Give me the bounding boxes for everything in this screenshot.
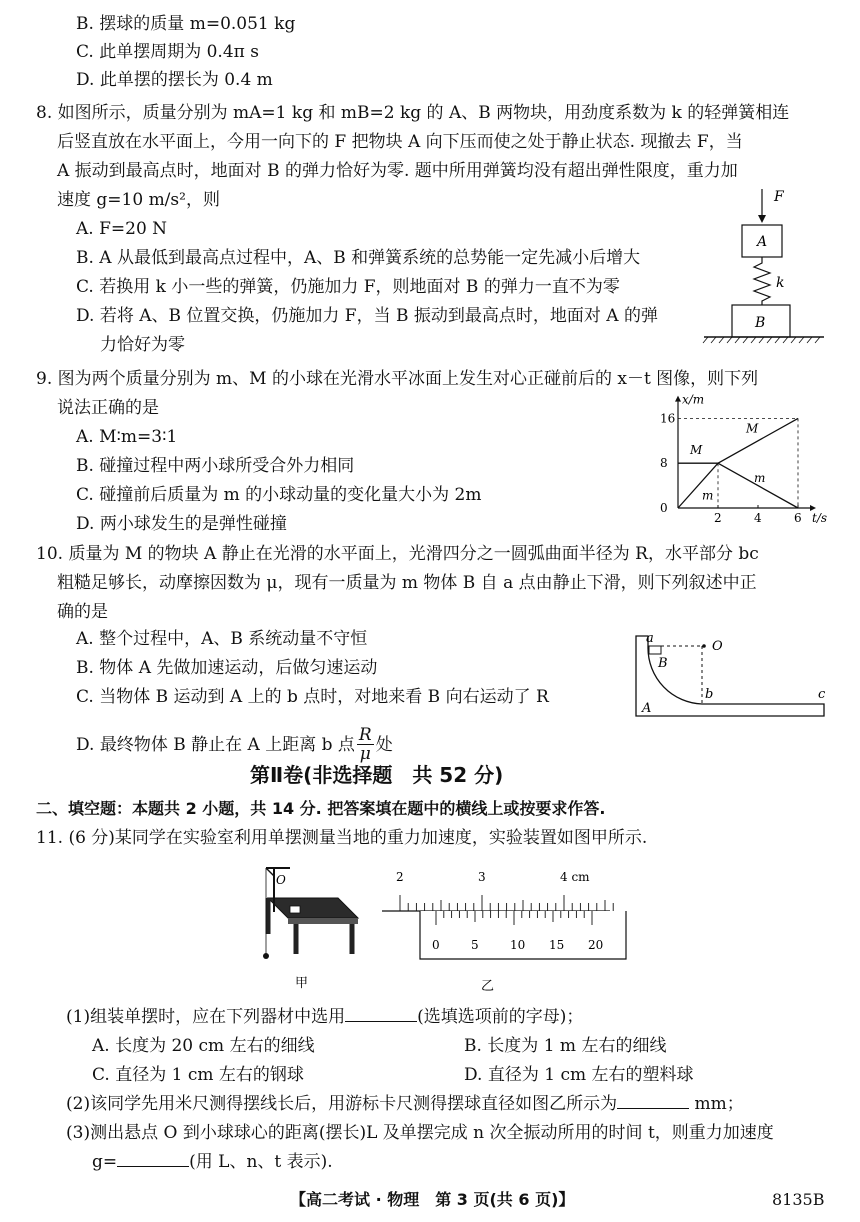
x-tick-label: 2 <box>714 511 722 525</box>
q10-option-a: A. 整个过程中，A、B 系统动量不守恒 <box>76 629 368 649</box>
vernier-label: 0 <box>432 938 440 952</box>
pendulum-apparatus-figure <box>246 862 366 992</box>
q7-option-d: D. 此单摆的摆长为 0.4 m <box>76 70 273 90</box>
y-tick-label: 0 <box>660 501 668 515</box>
q7-option-c: C. 此单摆周期为 0.4π s <box>76 42 259 62</box>
q10-fig-label-c: c <box>818 687 826 702</box>
y-axis-arrow <box>675 396 681 402</box>
q9-option-d: D. 两小球发生的是弹性碰撞 <box>76 514 287 534</box>
figure-yi-label: 乙 <box>481 979 495 994</box>
x-tick-label: 4 <box>754 511 762 525</box>
series-label-M-left: M <box>690 443 703 458</box>
main-scale-label: 4 cm <box>560 870 590 884</box>
y-tick-label: 8 <box>660 456 668 471</box>
q8-option-c: C. 若换用 k 小一些的弹簧，仍施加力 F，则地面对 B 的弹力一直不为零 <box>76 277 620 297</box>
q10-fig-label-a: a <box>646 631 654 646</box>
q10-stem-line-3: 确的是 <box>57 602 108 622</box>
q10-fraction <box>357 726 374 763</box>
answer-blank-3[interactable] <box>117 1150 189 1167</box>
x-axis-label: t/s <box>812 511 828 525</box>
q11-part-3-tail: (用 L、n、t 表示). <box>189 1152 333 1172</box>
exam-code: 8135B <box>772 1190 825 1209</box>
figure-jia-label: 甲 <box>295 976 309 991</box>
vernier-caliper-figure <box>378 865 618 995</box>
q11-option-a: A. 长度为 20 cm 左右的细线 <box>92 1036 315 1056</box>
q8-stem-line-1: 8. 如图所示，质量分别为 mA=1 kg 和 mB=2 kg 的 A、B 两物块，用劲度系数为 k 的轻弹簧相连 <box>36 103 790 123</box>
q11-part-1-text: (1)组装单摆时，应在下列器材中选用 <box>66 1007 346 1027</box>
series-label-M: M <box>746 421 759 436</box>
q11-part-3: (3)测出悬点 O 到小球球心的距离(摆长)L 及单摆完成 n 次全振动所用的时间 t，则重力加速度 <box>66 1123 774 1143</box>
q11-part-1 <box>66 1005 583 1029</box>
q10-option-d-tail: 处 <box>375 734 393 755</box>
q8-option-b: B. A 从最低到最高点过程中，A、B 和弹簧系统的总势能一定先减小后增大 <box>76 248 641 268</box>
q10-option-c: C. 当物体 B 运动到 A 上的 b 点时，对地来看 B 向右运动了 R <box>76 687 549 707</box>
q9-option-a: A. M∶m=3∶1 <box>76 427 178 447</box>
q9-stem-line-2: 说法正确的是 <box>57 398 159 418</box>
vernier-label: 15 <box>549 938 565 952</box>
q8-spring-figure <box>700 185 830 345</box>
y-axis-label: x/m <box>682 392 705 407</box>
q11-stem: 11. (6 分)某同学在实验室利用单摆测量当地的重力加速度，实验装置如图甲所示. <box>36 828 648 848</box>
q8-stem-line-2: 后竖直放在水平面上，今用一向下的 F 把物块 A 向下压而使之处于静止状态. 现撤去 F，当 <box>57 132 743 152</box>
main-scale-label: 2 <box>396 870 404 884</box>
answer-blank-1[interactable] <box>345 1005 417 1022</box>
q10-fig-label-o: O <box>712 639 723 654</box>
xt-graph <box>652 392 832 528</box>
q10-fraction-den: μ <box>359 744 371 764</box>
series-label-m: m <box>702 488 714 503</box>
q11-part-1-tail: (选填选项前的字母)； <box>417 1007 584 1027</box>
vernier-label: 5 <box>471 938 479 952</box>
q11-option-c: C. 直径为 1 cm 左右的钢球 <box>92 1065 304 1085</box>
y-tick-label: 16 <box>660 411 676 426</box>
q10-stem-line-2: 粗糙足够长，动摩擦因数为 μ，现有一质量为 m 物体 B 自 a 点由静止下滑，则下列叙述中正 <box>57 573 757 593</box>
vernier-label: 20 <box>588 938 604 952</box>
q8-fig-label-a: A <box>757 234 768 250</box>
vernier-label: 10 <box>510 938 526 952</box>
x-tick-label: 6 <box>794 511 802 525</box>
q8-fig-label-k: k <box>776 275 785 291</box>
answer-blank-2[interactable] <box>617 1092 689 1109</box>
q11-part-2-text: (2)该同学先用米尺测得摆线长后，用游标卡尺测得摆球直径如图乙所示为 <box>66 1094 618 1114</box>
q8-option-d: D. 若将 A、B 位置交换，仍施加力 F，当 B 振动到最高点时，地面对 A 的弹 <box>76 306 658 326</box>
series-label-m-2: m <box>754 471 766 486</box>
section-title: 第Ⅱ卷(非选择题 共 52 分) <box>250 763 504 787</box>
q7-option-b: B. 摆球的质量 m=0.051 kg <box>76 14 296 34</box>
q10-fraction-num: R <box>358 725 372 745</box>
q9-option-c: C. 碰撞前后质量为 m 的小球动量的变化量大小为 2m <box>76 485 482 505</box>
q9-stem-line-1: 9. 图为两个质量分别为 m、M 的小球在光滑水平冰面上发生对心正碰前后的 x－t 图像，则下列 <box>36 369 759 389</box>
q8-option-d-cont: 力恰好为零 <box>100 335 185 355</box>
q10-option-b: B. 物体 A 先做加速运动，后做匀速运动 <box>76 658 378 678</box>
part2-title: 二、填空题：本题共 2 小题，共 14 分. 把答案填在题中的横线上或按要求作答. <box>36 799 606 818</box>
q10-fig-label-a-block: A <box>642 701 652 716</box>
q11-part-2-tail: mm； <box>689 1094 744 1114</box>
q11-part-2 <box>66 1092 744 1116</box>
q10-option-d <box>76 726 393 763</box>
q10-fig-label-b-block: B <box>658 656 668 671</box>
q10-option-d-text: D. 最终物体 B 静止在 A 上距离 b 点 <box>76 734 355 755</box>
q11-part-3-g: g= <box>92 1152 118 1172</box>
page-footer: 【高二考试 · 物理 第 3 页(共 6 页)】 <box>290 1190 575 1209</box>
q9-option-b: B. 碰撞过程中两小球所受合外力相同 <box>76 456 355 476</box>
q8-fig-label-b: B <box>755 315 766 331</box>
q10-arc-figure <box>632 632 832 722</box>
main-scale-label: 3 <box>478 870 486 884</box>
apparatus-label-o: O <box>276 873 286 887</box>
q10-fig-label-b-point: b <box>705 687 714 702</box>
q11-part-3-cont <box>92 1150 333 1174</box>
q8-option-a: A. F=20 N <box>76 219 168 239</box>
q10-stem-line-1: 10. 质量为 M 的物块 A 静止在光滑的水平面上，光滑四分之一圆弧曲面半径为 R，水平部分 bc <box>36 544 759 564</box>
series-line-m <box>678 463 798 508</box>
q8-stem-line-4: 速度 g=10 m/s²，则 <box>57 190 220 210</box>
q11-option-d: D. 直径为 1 cm 左右的塑料球 <box>464 1065 694 1085</box>
q11-option-b: B. 长度为 1 m 左右的细线 <box>464 1036 667 1056</box>
q8-stem-line-3: A 振动到最高点时，地面对 B 的弹力恰好为零. 题中所用弹簧均没有超出弹性限度，重力加 <box>57 161 738 181</box>
q8-fig-label-f: F <box>774 189 784 205</box>
